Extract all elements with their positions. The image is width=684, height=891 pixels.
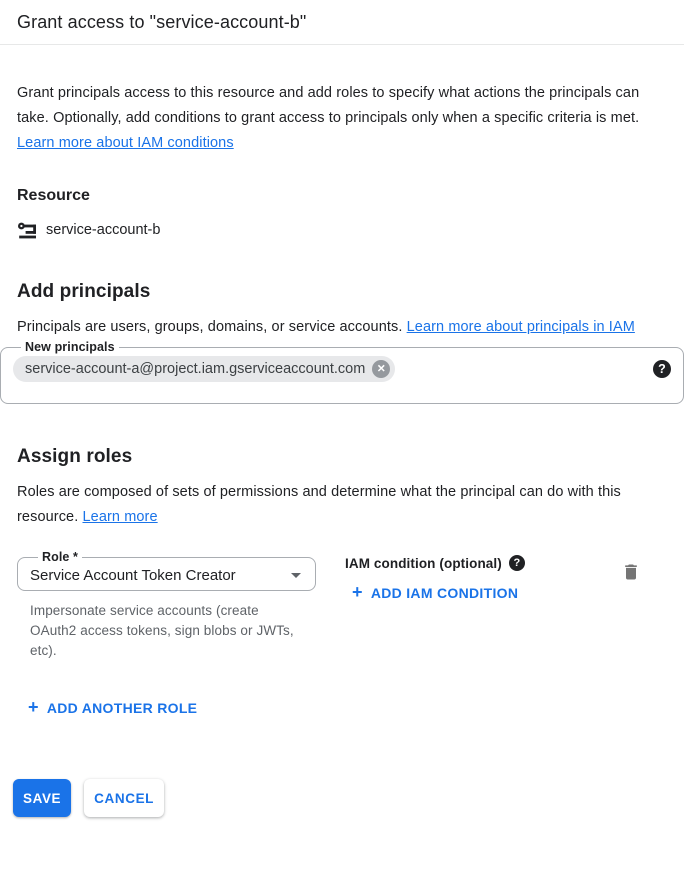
- add-principals-heading: Add principals: [17, 281, 151, 302]
- new-principals-content: [13, 356, 671, 382]
- roles-description: [17, 480, 667, 530]
- dialog-footer: [13, 779, 684, 817]
- role-row: [17, 550, 657, 661]
- iam-condition-column: [345, 550, 525, 604]
- new-principals-field[interactable]: [0, 340, 684, 404]
- principals-help-icon[interactable]: ?: [653, 360, 671, 378]
- dialog-title: Grant access to "service-account-b": [17, 11, 307, 32]
- delete-icon: [621, 570, 641, 585]
- principal-chip-label: service-account-a@project.iam.gserviceaccount.com: [25, 361, 366, 377]
- resource-row: [17, 221, 667, 239]
- add-another-role-button[interactable]: [28, 699, 197, 717]
- plus-icon: +: [352, 582, 363, 602]
- service-account-icon: [17, 221, 37, 239]
- add-iam-condition-label: ADD IAM CONDITION: [370, 585, 519, 601]
- iam-condition-help-icon[interactable]: ?: [509, 555, 525, 571]
- cancel-button[interactable]: CANCEL: [84, 779, 164, 817]
- role-value-row: [30, 567, 303, 584]
- role-column: [17, 550, 316, 661]
- new-principals-label: New principals: [25, 340, 115, 354]
- iam-condition-label-row: [345, 555, 525, 571]
- save-button[interactable]: SAVE: [13, 779, 71, 817]
- role-select[interactable]: [17, 550, 316, 591]
- iam-condition-label: IAM condition (optional): [345, 555, 502, 571]
- intro-paragraph: [17, 81, 667, 156]
- dropdown-arrow-icon: [291, 573, 301, 578]
- add-iam-condition-button[interactable]: [352, 584, 518, 602]
- add-another-role-label: ADD ANOTHER ROLE: [46, 700, 198, 716]
- intro-text: Grant principals access to this resource and add roles to specify what actions the principals can take. Optionally, add conditions to grant access to principals only when a specific criteria is met.: [17, 85, 640, 126]
- dialog-header: [0, 0, 684, 45]
- resource-name: service-account-b: [46, 222, 161, 238]
- role-selected-value: Service Account Token Creator: [30, 567, 236, 584]
- plus-icon: +: [28, 697, 39, 717]
- remove-principal-icon[interactable]: ✕: [372, 360, 390, 378]
- role-helper-text: Impersonate service accounts (create OAuth2 access tokens, sign blobs or JWTs, etc).: [30, 603, 294, 658]
- principal-chip: [13, 356, 395, 382]
- resource-heading: Resource: [17, 187, 90, 204]
- learn-more-roles-link[interactable]: Learn more: [82, 509, 158, 525]
- principals-description-text: Principals are users, groups, domains, or service accounts.: [17, 319, 403, 335]
- delete-role-button[interactable]: [621, 562, 641, 582]
- learn-more-iam-conditions-link[interactable]: Learn more about IAM conditions: [17, 135, 234, 151]
- learn-more-principals-link[interactable]: Learn more about principals in IAM: [406, 319, 635, 335]
- roles-description-text: Roles are composed of sets of permissions and determine what the principal can do with this resource.: [17, 484, 621, 525]
- principals-description: [17, 315, 667, 340]
- role-label: Role *: [42, 550, 79, 564]
- assign-roles-heading: Assign roles: [17, 446, 133, 467]
